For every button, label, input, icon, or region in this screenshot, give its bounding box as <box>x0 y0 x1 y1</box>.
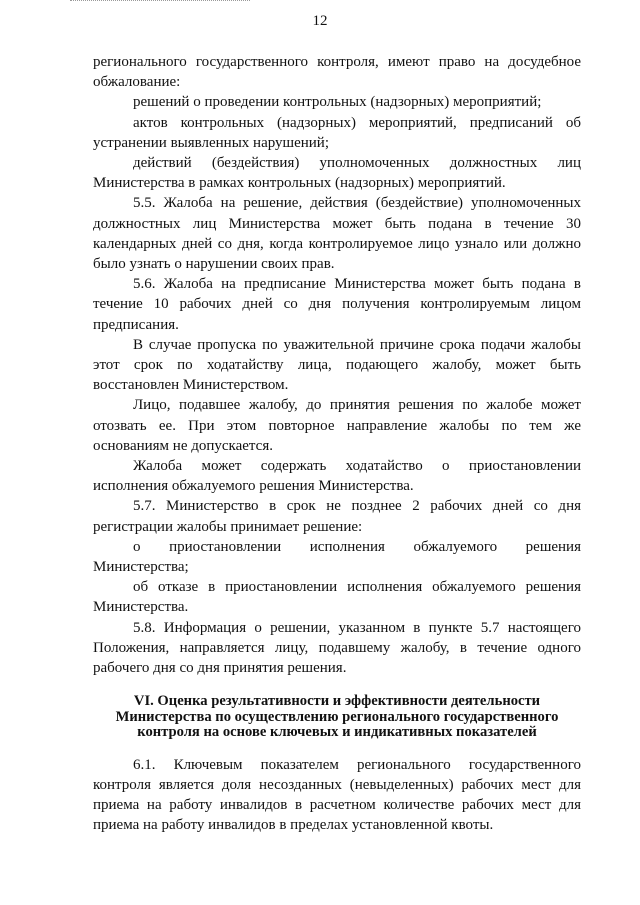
paragraph-actions: действий (бездействия) уполномоченных должностных лиц Министерства в рамках контрольных (надзорных) мероприятий. <box>93 155 581 192</box>
document-body <box>93 52 581 836</box>
paragraph-5-7: 5.7. Министерство в срок не позднее 2 рабочих дней со дня регистрации жалобы принимает решение: <box>93 498 581 535</box>
paragraph-refuse-suspend: об отказе в приостановлении исполнения обжалуемого решения Министерства. <box>93 579 581 616</box>
paragraph-suspend: о приостановлении исполнения обжалуемого решения Министерства; <box>93 538 581 576</box>
paragraph-5-6: 5.6. Жалоба на предписание Министерства может быть подана в течение 10 рабочих дней со дня получения контролируемым лицом предписания. <box>93 276 581 333</box>
section-heading-vi: VI. Оценка результативности и эффективности деятельности Министерства по осуществлению регионального государственного контроля на основе ключевых и индикативных показателей <box>115 693 559 741</box>
scan-edge-mark <box>70 0 250 4</box>
paragraph-decisions: решений о проведении контрольных (надзорных) мероприятий; <box>133 94 542 111</box>
paragraph-acts: актов контрольных (надзорных) мероприятий, предписаний об устранении выявленных нарушений; <box>93 114 581 151</box>
paragraph-appeal-right: регионального государственного контроля, имеют право на досудебное обжалование: <box>93 54 581 91</box>
paragraph-withdraw: Лицо, подавшее жалобу, до принятия решения по жалобе может отозвать ее. При этом повторное направление жалобы по тем же основаниям не допускается. <box>93 397 581 454</box>
paragraph-5-8: 5.8. Информация о решении, указанном в пункте 5.7 настоящего Положения, направляется лицу, подавшему жалобу, в течение одного рабочего дня со дня принятия решения. <box>93 619 581 677</box>
paragraph-5-5: 5.5. Жалоба на решение, действия (бездействие) уполномоченных должностных лиц Министерства может быть подана в течение 30 календарных дней со дня, когда контролируемое лицо узнало или должно было узнать о нарушении своих прав. <box>93 195 581 273</box>
paragraph-suspension-request: Жалоба может содержать ходатайство о приостановлении исполнения обжалуемого решения Министерства. <box>93 458 581 495</box>
paragraph-deadline-restore: В случае пропуска по уважительной причине срока подачи жалобы этот срок по ходатайству лица, подающего жалобу, может быть восстановлен Министерством. <box>93 336 581 394</box>
page-number: 12 <box>312 13 328 29</box>
paragraph-6-1: 6.1. Ключевым показателем регионального государственного контроля является доля несозданных (невыделенных) рабочих мест для приема на работу инвалидов в расчетном количестве рабочих мест для приема на работу инвалидов в пределах установленной квоты. <box>93 756 581 834</box>
